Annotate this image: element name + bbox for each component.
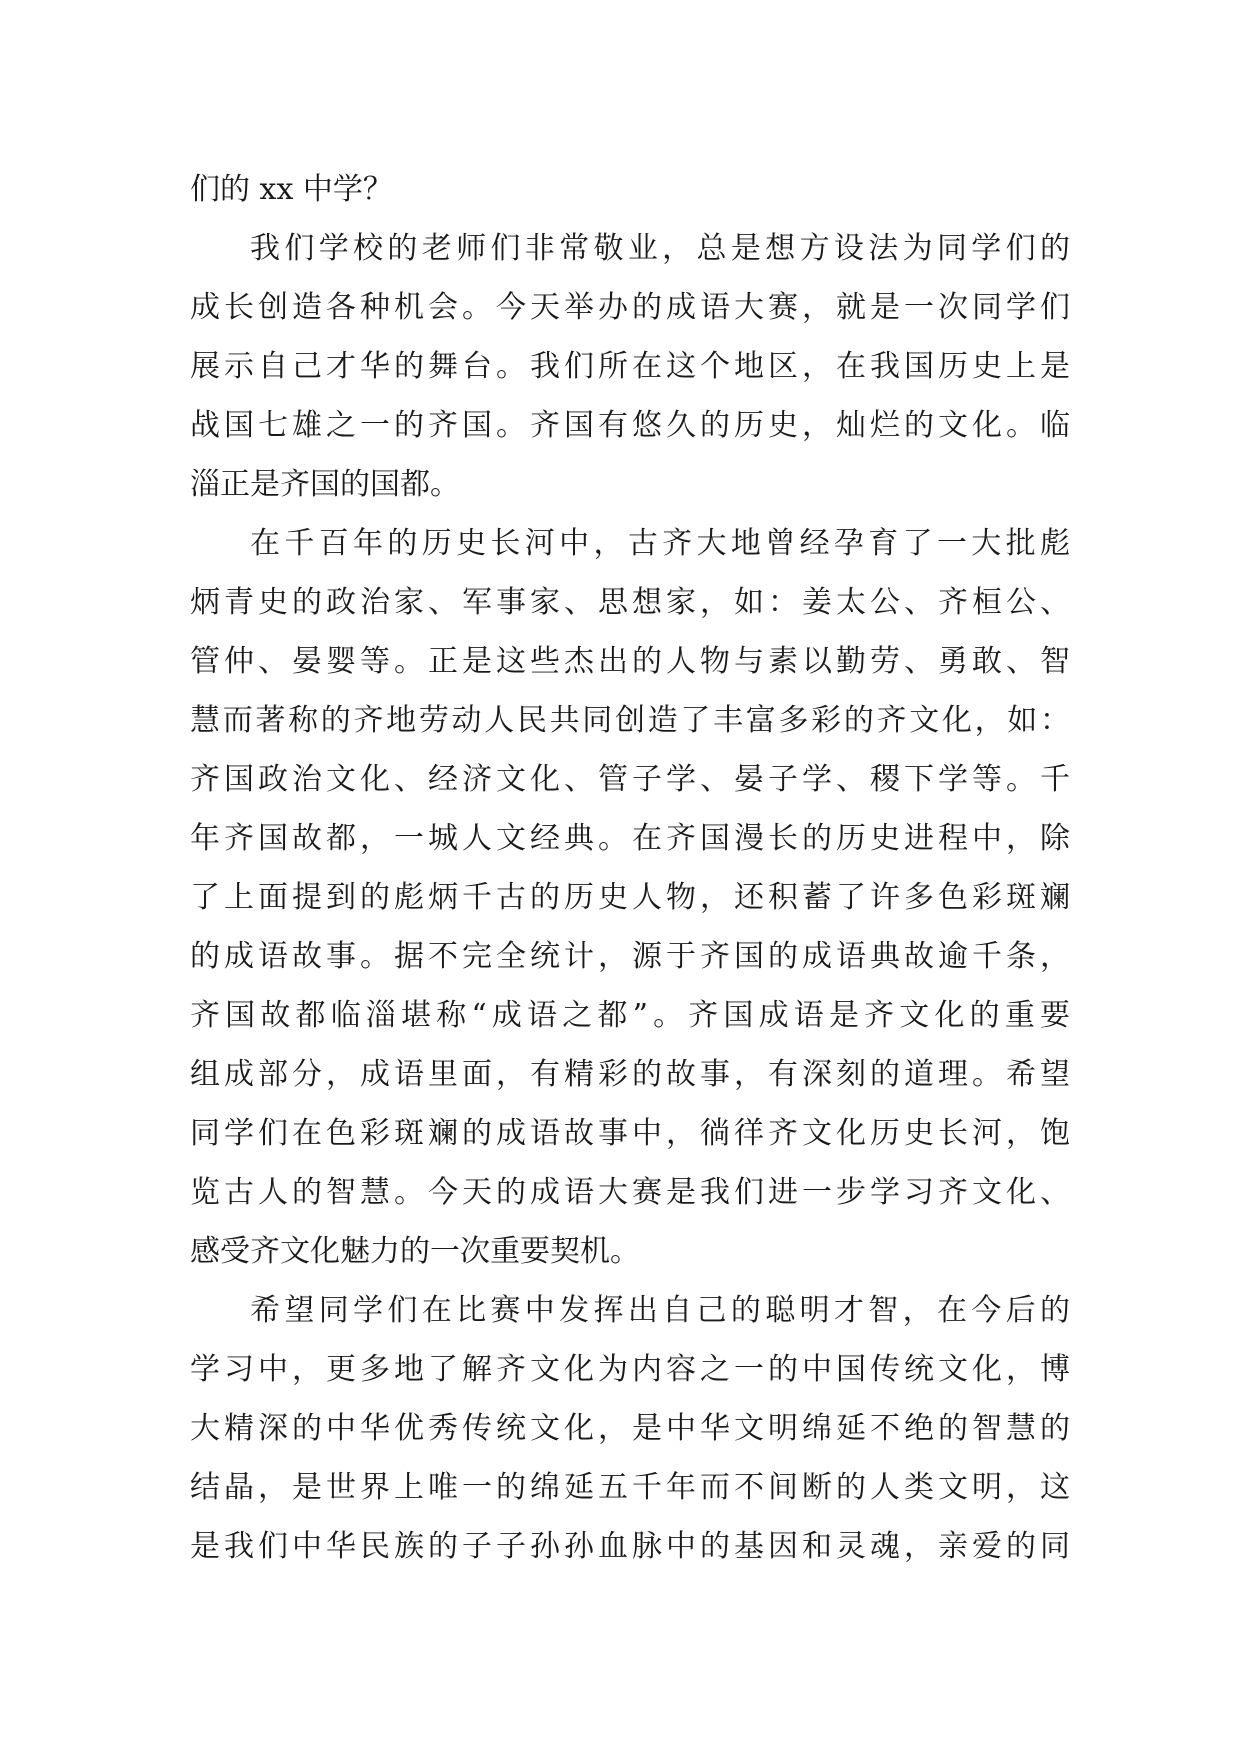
text-line: 希望同学们在比赛中发挥出自己的聪明才智，在今后的 xyxy=(250,1293,1070,1328)
text-line: 齐国政治文化、经济文化、管子学、晏子学、稷下学等。千 xyxy=(190,762,1070,797)
text-line: 我们学校的老师们非常敬业，总是想方设法为同学们的 xyxy=(250,231,1070,266)
text-line: 感受齐文化魅力的一次重要契机。 xyxy=(190,1234,640,1269)
text-line: 管仲、晏婴等。正是这些杰出的人物与素以勤劳、勇敢、智 xyxy=(190,644,1070,679)
text-line: 慧而著称的齐地劳动人民共同创造了丰富多彩的齐文化，如： xyxy=(190,703,1070,738)
text-line: 了上面提到的彪炳千古的历史人物，还积蓄了许多色彩斑斓 xyxy=(190,880,1070,915)
text-line: 战国七雄之一的齐国。齐国有悠久的历史，灿烂的文化。临 xyxy=(190,408,1070,443)
text-line: 览古人的智慧。今天的成语大赛是我们进一步学习齐文化、 xyxy=(190,1175,1070,1210)
text-line: 成长创造各种机会。今天举办的成语大赛，就是一次同学们 xyxy=(190,290,1070,325)
text-line: 的成语故事。据不完全统计，源于齐国的成语典故逾千条， xyxy=(190,939,1070,974)
text-line: 展示自己才华的舞台。我们所在这个地区，在我国历史上是 xyxy=(190,349,1070,384)
text-line: 年齐国故都，一城人文经典。在齐国漫长的历史进程中，除 xyxy=(190,821,1070,856)
text-line: 大精深的中华优秀传统文化，是中华文明绵延不绝的智慧的 xyxy=(190,1411,1070,1446)
text-line: 淄正是齐国的国都。 xyxy=(190,467,460,502)
text-line: 学习中，更多地了解齐文化为内容之一的中国传统文化，博 xyxy=(190,1352,1070,1387)
text-line: 同学们在色彩斑斓的成语故事中，徜徉齐文化历史长河，饱 xyxy=(190,1116,1070,1151)
document-body xyxy=(190,160,1070,1576)
text-line: 是我们中华民族的子子孙孙血脉中的基因和灵魂，亲爱的同 xyxy=(190,1529,1070,1564)
text-line: 炳青史的政治家、军事家、思想家，如：姜太公、齐桓公、 xyxy=(190,585,1070,620)
text-line: 结晶，是世界上唯一的绵延五千年而不间断的人类文明，这 xyxy=(190,1470,1070,1505)
text-line: 们的 xx 中学？ xyxy=(190,172,393,207)
text-line: 组成部分，成语里面，有精彩的故事，有深刻的道理。希望 xyxy=(190,1057,1070,1092)
text-line: 在千百年的历史长河中，古齐大地曾经孕育了一大批彪 xyxy=(250,526,1070,561)
text-line: 齐国故都临淄堪称“成语之都”。齐国成语是齐文化的重要 xyxy=(190,998,1070,1033)
